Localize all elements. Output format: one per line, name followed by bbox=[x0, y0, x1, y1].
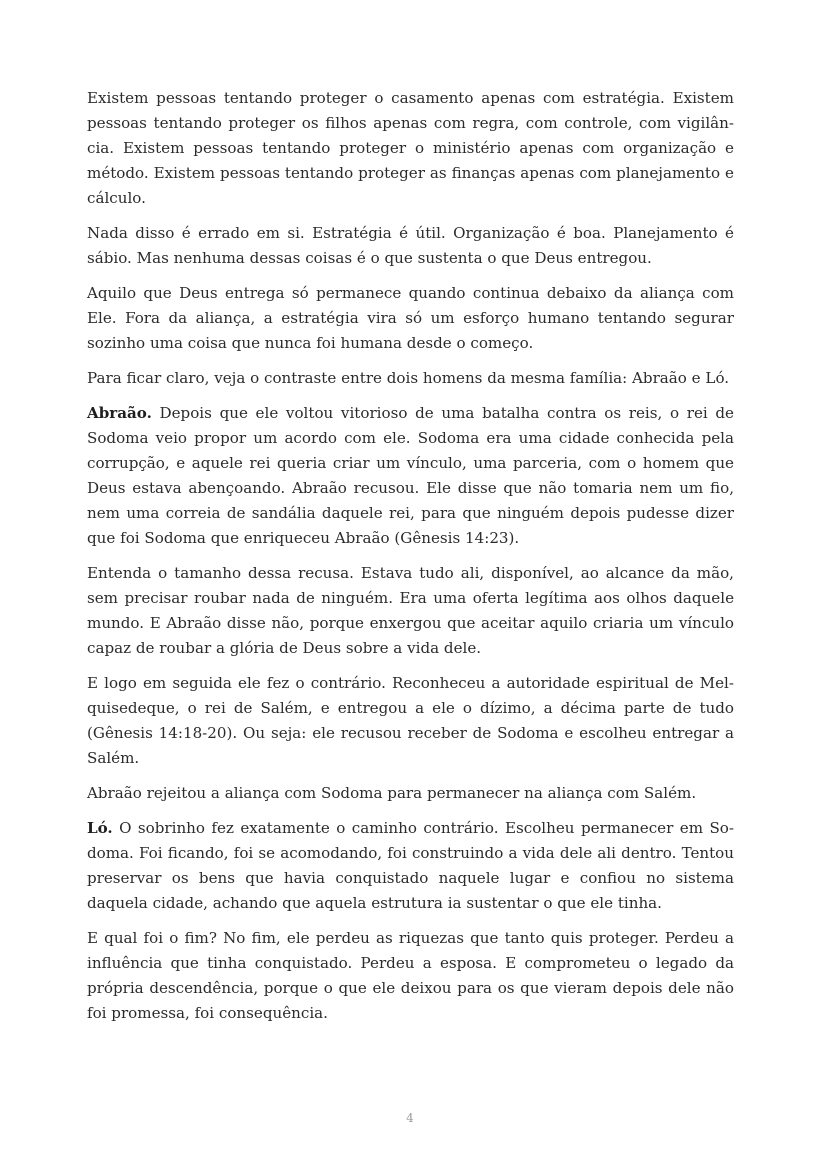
paragraph-text: Depois que ele voltou vitorioso de uma batalha contra os reis, o rei de Sodoma veio propor um acordo com ele. Sodoma era uma cidade conhecida pela corrupção, e aquele rei queria criar um vínculo, uma parceria, com o homem que Deus estava abençoando. Abraão recusou. Ele disse que não tomaria nem um fio, nem uma correia de sandália daquele rei, para que ninguém depois pudesse dizer que foi Sodoma que enriqueceu Abraão (Gênesis 14:23). bbox=[87, 404, 734, 547]
paragraph-lead-lo: Ló. bbox=[87, 819, 113, 837]
paragraph-lead-abraao: Abraão. bbox=[87, 404, 152, 422]
paragraph-5 bbox=[87, 401, 734, 551]
paragraph-3 bbox=[87, 281, 734, 356]
paragraph-4 bbox=[87, 366, 734, 391]
paragraph-6 bbox=[87, 561, 734, 661]
paragraph-text: E qual foi o fim? No fim, ele perdeu as riquezas que tanto quis proteger. Perdeu a influência que tinha conquistado. Perdeu a esposa. E comprometeu o legado da própria descendência, porque o que ele deixou para os que vieram depois dele não foi promessa, foi consequência. bbox=[87, 929, 734, 1022]
paragraph-text: Aquilo que Deus entrega só permanece quando continua debaixo da aliança com Ele. Fora da aliança, a estratégia vira só um esforço humano tentando segurar sozinho uma coisa que nunca foi humana desde o começo. bbox=[87, 284, 734, 352]
paragraph-7 bbox=[87, 671, 734, 771]
page-number: 4 bbox=[406, 1111, 414, 1125]
paragraph-text: Entenda o tamanho dessa recusa. Estava tudo ali, disponível, ao alcance da mão, sem precisar roubar nada de ninguém. Era uma oferta legítima aos olhos daquele mundo. E Abraão disse não, porque enxergou que aceitar aquilo criaria um vínculo capaz de roubar a glória de Deus sobre a vida dele. bbox=[87, 564, 734, 657]
paragraph-text: Para ficar claro, veja o contraste entre dois homens da mesma família: Abraão e Ló. bbox=[87, 369, 730, 387]
paragraph-text: O sobrinho fez exatamente o caminho contrário. Escolheu permanecer em Sodoma. Foi ficando, foi se acomodando, foi construindo a vida dele ali dentro. Tentou preservar os bens que havia conquistado naquele lugar e confiou no sistema daquela cidade, achando que aquela estrutura ia sustentar o que ele tinha. bbox=[87, 819, 734, 912]
paragraph-text: E logo em seguida ele fez o contrário. Reconheceu a autoridade espiritual de Melquisedeque, o rei de Salém, e entregou a ele o dízimo, a décima parte de tudo (Gênesis 14:18-20). Ou seja: ele recusou receber de Sodoma e escolheu entregar a Salém. bbox=[87, 674, 734, 767]
paragraph-text: Abraão rejeitou a aliança com Sodoma para permanecer na aliança com Salém. bbox=[87, 784, 697, 802]
paragraph-1 bbox=[87, 86, 734, 211]
paragraph-9 bbox=[87, 816, 734, 916]
paragraph-8 bbox=[87, 781, 734, 806]
paragraph-2 bbox=[87, 221, 734, 271]
paragraph-10 bbox=[87, 926, 734, 1026]
paragraph-text: Existem pessoas tentando proteger o casamento apenas com estratégia. Existem pessoas tentando proteger os filhos apenas com regra, com controle, com vigilância. Existem pessoas tentando proteger o ministério apenas com organização e método. Existem pessoas tentando proteger as finanças apenas com planejamento e cálculo. bbox=[87, 89, 734, 207]
document-page bbox=[87, 86, 734, 1036]
paragraph-text: Nada disso é errado em si. Estratégia é útil. Organização é boa. Planejamento é sábio. Mas nenhuma dessas coisas é o que sustenta o que Deus entregou. bbox=[87, 224, 734, 267]
